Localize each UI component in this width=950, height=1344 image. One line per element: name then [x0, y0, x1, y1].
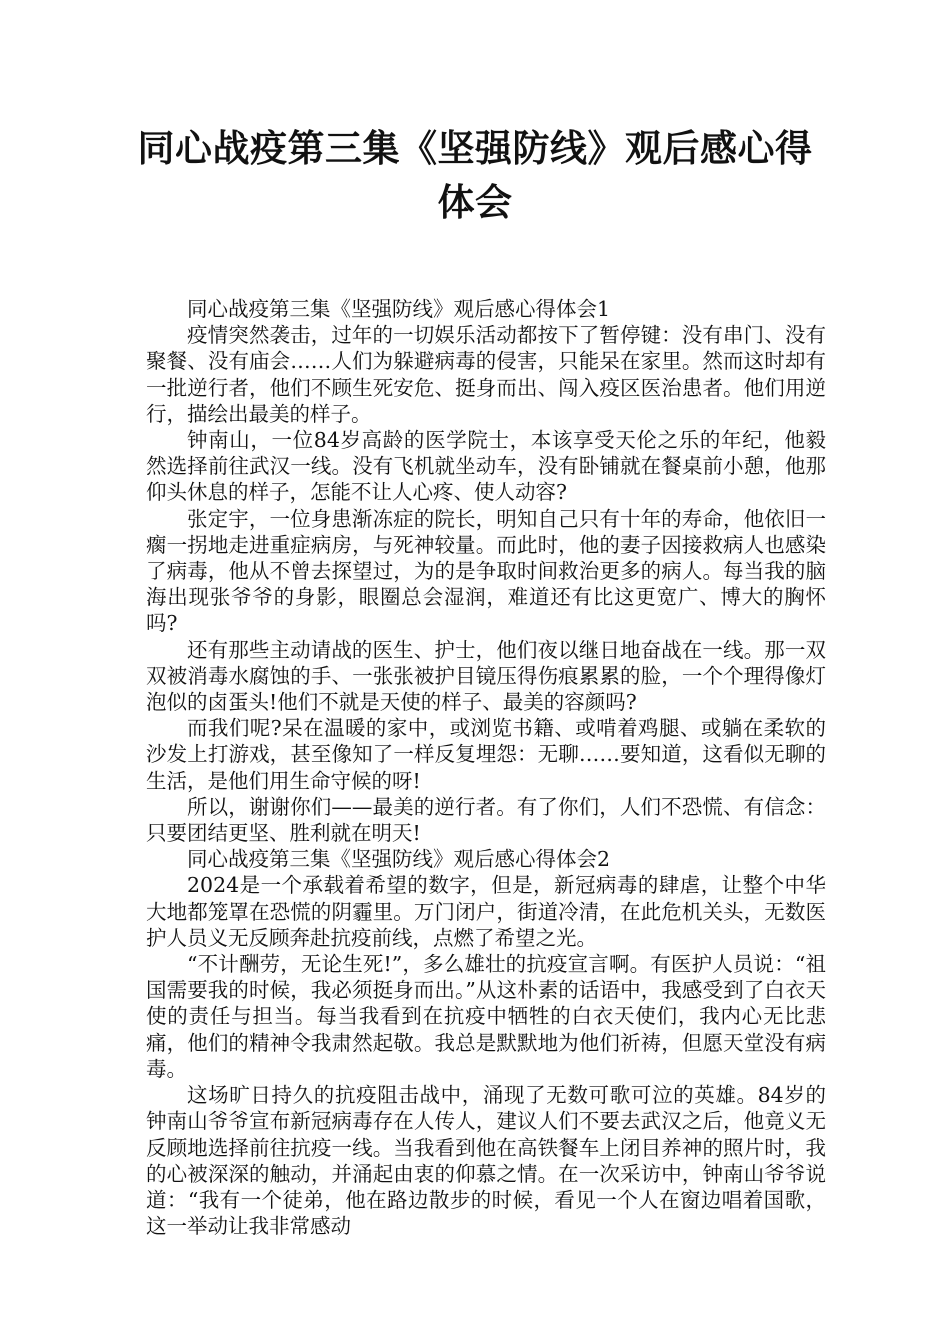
section-heading-1: 同心战疫第三集《坚强防线》观后感心得体会1 — [187, 297, 611, 321]
document-body — [146, 296, 826, 1239]
paragraph: 钟南山，一位84岁高龄的医学院士，本该享受天伦之乐的年纪，他毅然选择前往武汉一线。没有飞机就坐动车，没有卧铺就在餐桌前小憩，他那仰头休息的样子，怎能不让人心疼、使人动容? — [146, 428, 826, 505]
section-heading-2: 同心战疫第三集《坚强防线》观后感心得体会2 — [187, 847, 611, 872]
paragraph: 还有那些主动请战的医生、护士，他们夜以继日地奋战在一线。那一双双被消毒水腐蚀的手、一张张被护目镜压得伤痕累累的脸，一个个理得像灯泡似的卤蛋头!他们不就是天使的样子、最美的容颜吗? — [146, 637, 826, 715]
paragraph: 这场旷日持久的抗疫阻击战中，涌现了无数可歌可泣的英雄。84岁的钟南山爷爷宣布新冠病毒存在人传人，建议人们不要去武汉之后，他竟义无反顾地选择前往抗疫一线。当我看到他在高铁餐车上闭目养神的照片时，我的心被深深的触动，并涌起由衷的仰慕之情。在一次采访中，钟南山爷爷说道：“我有一个徒弟，他在路边散步的时候，看见一个人在窗边唱着国歌，这一举动让我非常感动 — [146, 1083, 826, 1239]
paragraph: 而我们呢?呆在温暖的家中，或浏览书籍、或啃着鸡腿、或躺在柔软的沙发上打游戏，甚至像知了一样反复埋怨：无聊……要知道，这看似无聊的生活，是他们用生命守候的呀! — [146, 716, 826, 793]
paragraph: 2024是一个承载着希望的数字，但是，新冠病毒的肆虐，让整个中华大地都笼罩在恐慌的阴霾里。万门闭户，街道冷清，在此危机关头，无数医护人员义无反顾奔赴抗疫前线，点燃了希望之光。 — [146, 873, 826, 950]
paragraph: 所以，谢谢你们——最美的逆行者。有了你们，人们不恐慌、有信念：只要团结更坚、胜利就在明天! — [146, 794, 826, 846]
paragraph: “不计酬劳，无论生死!”，多么雄壮的抗疫宣言啊。有医护人员说：“祖国需要我的时候，我必须挺身而出。”从这朴素的话语中，我感受到了白衣天使的责任与担当。每当我看到在抗疫中牺牲的白衣天使们，我内心无比悲痛，他们的精神令我肃然起敬。我总是默默地为他们祈祷，但愿天堂没有病毒。 — [146, 952, 826, 1081]
paragraph: 张定宇，一位身患渐冻症的院长，明知自己只有十年的寿命，他依旧一瘸一拐地走进重症病房，与死神较量。而此时，他的妻子因接救病人也感染了病毒，他从不曾去探望过，为的是争取时间救治更多的病人。每当我的脑海出现张爷爷的身影，眼圈总会湿润，难道还有比这更宽广、博大的胸怀吗? — [146, 506, 826, 636]
paragraph: 疫情突然袭击，过年的一切娱乐活动都按下了暂停键：没有串门、没有聚餐、没有庙会……人们为躲避病毒的侵害，只能呆在家里。然而这时却有一批逆行者，他们不顾生死安危、挺身而出、闯入疫区医治患者。他们用逆行，描绘出最美的样子。 — [146, 323, 826, 426]
document-title: 同心战疫第三集《坚强防线》观后感心得体会 — [137, 127, 813, 224]
